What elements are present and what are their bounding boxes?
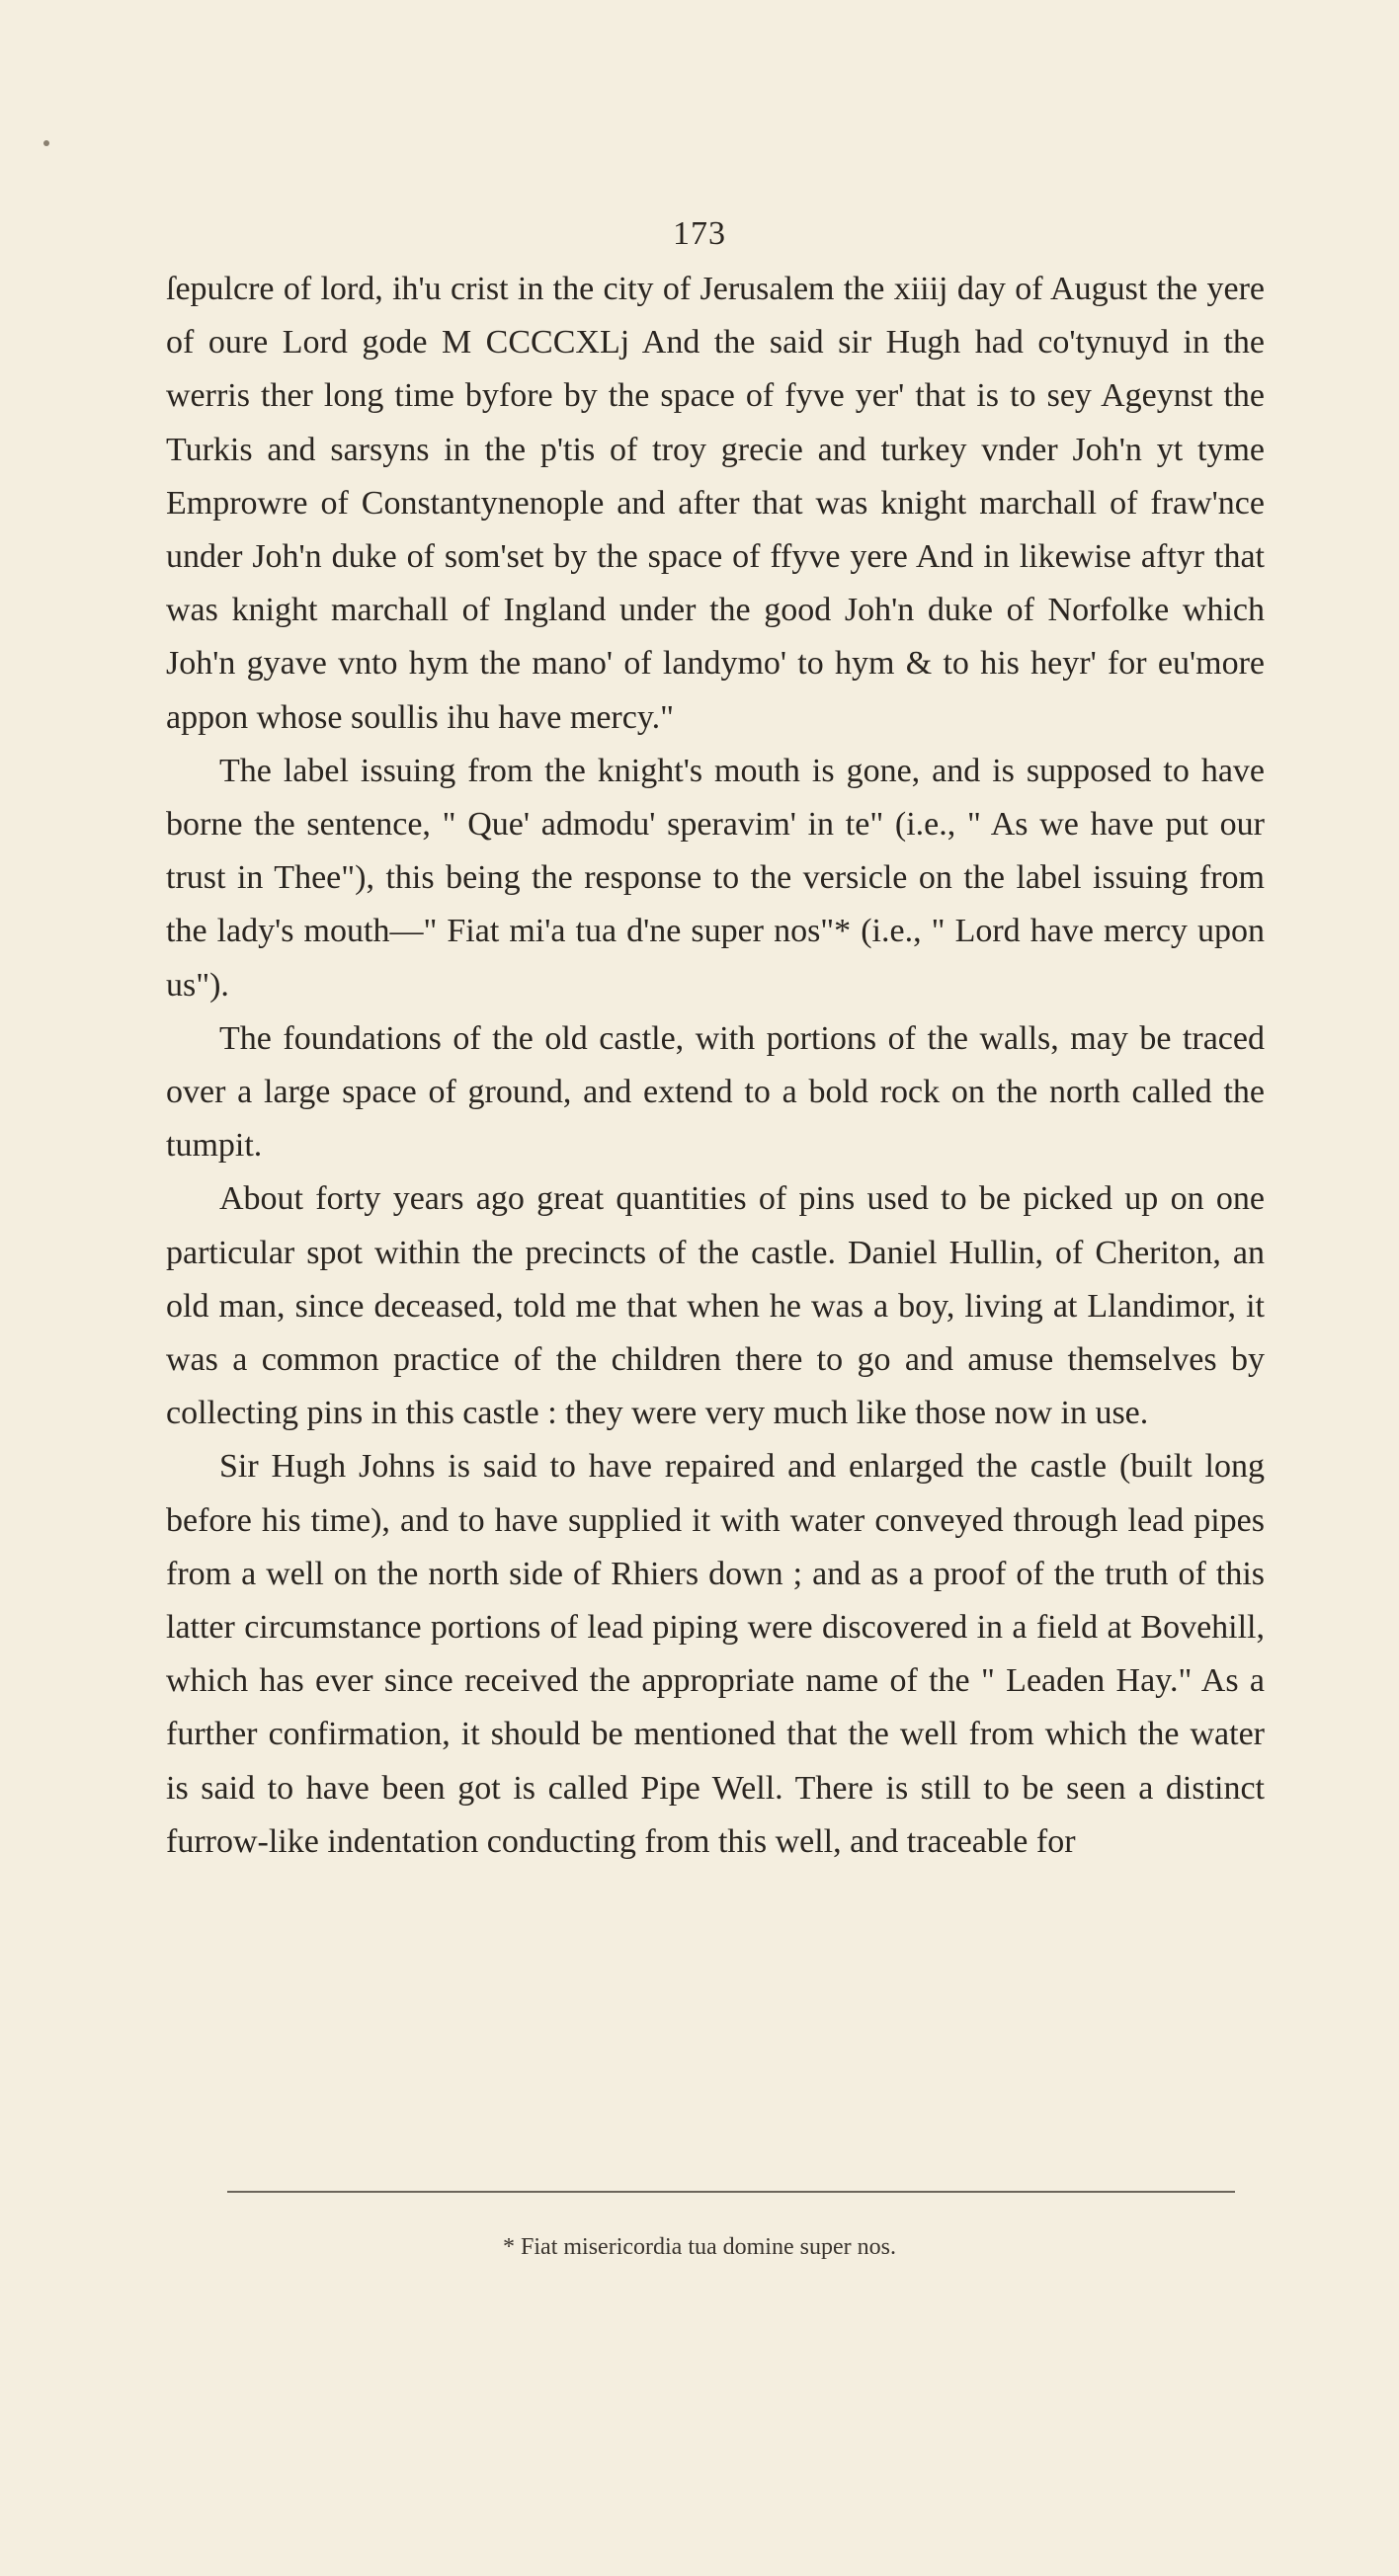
paragraph-pins: About forty years ago great quantities of pins used to be picked up on one particular spot within the precincts of the castle. Daniel Hullin, of Cheriton, an old man, since deceased, told me that when he was a boy, living at Llandimor, it was a common practice of the children there to go and amuse themselves by collecting pins in this castle : they were very much like those now in use.: [166, 1180, 1265, 1432]
paragraph-foundations: The foundations of the old castle, with portions of the walls, may be traced over a large space of ground, and extend to a bold rock on the north called the tumpit.: [166, 1019, 1265, 1165]
footnote: * Fiat misericordia tua domine super nos.: [503, 2234, 896, 2260]
footnote-divider: [227, 2191, 1235, 2193]
body-text: [166, 263, 1265, 1869]
paragraph-label: The label issuing from the knight's mouth is gone, and is supposed to have borne the sentence, " Que' admodu' speravim' in te" (i.e., " As we have put our trust in Thee"), this being the response to the versicle on the label issuing from the lady's mouth—" Fiat mi'a tua d'ne super nos"* (i.e., " Lord have mercy upon us").: [166, 752, 1265, 1004]
page-number: 173: [673, 215, 726, 252]
paragraph-water-pipes: Sir Hugh Johns is said to have repaired and enlarged the castle (built long before his time), and to have supplied it with water conveyed through lead pipes from a well on the north side of Rhiers down ; and as a proof of the truth of this latter circumstance portions of lead piping were discovered in a field at Bovehill, which has ever since received the appropriate name of the " Leaden Hay." As a further confirmation, it should be mentioned that the well from which the water is said to have been got is called Pipe Well. There is still to be seen a distinct furrow-like indentation conducting from this well, and traceable for: [166, 1448, 1265, 1860]
paragraph-inscription-continued: ſepulcre of lord, ih'u crist in the city of Jerusalem the xiiij day of August the yere of oure Lord gode M CCCCXLj And the said sir Hugh had co'tynuyd in the werris ther long time byfore by the space of fyve yer' that is to sey Ageynst the Turkis and sarsyns in the p'tis of troy grecie and turkey vnder Joh'n yt tyme Emprowre of Constantynenople and after that was knight marchall of fraw'nce under Joh'n duke of som'set by the space of ffyve yere And in likewise aftyr that was knight marchall of Ingland under the good Joh'n duke of Norfolke which Joh'n gyave vnto hym the mano' of landymo' to hym & to his heyr' for eu'more appon whose soullis ihu have mercy.": [166, 271, 1265, 736]
paper-speck: [43, 140, 49, 146]
